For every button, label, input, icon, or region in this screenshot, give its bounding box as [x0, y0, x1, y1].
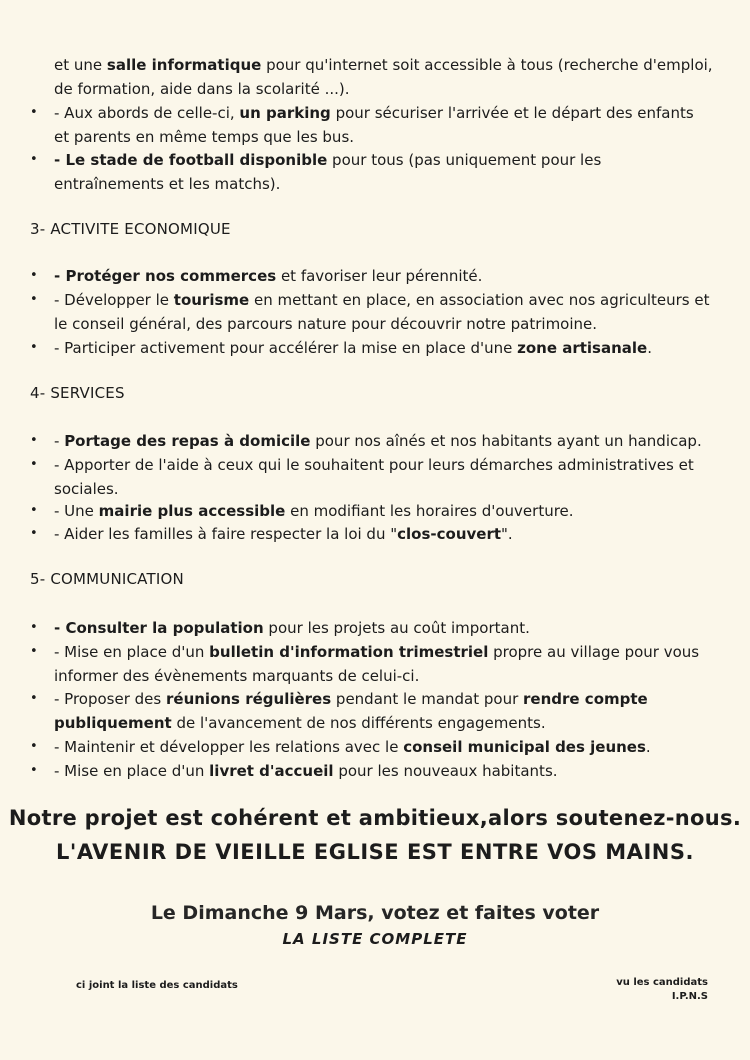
bullet-icon: •	[30, 152, 38, 167]
slogan-line-2: L'AVENIR DE VIEILLE EGLISE EST ENTRE VOS MAINS.	[56, 840, 694, 864]
footer-left-note: ci joint la liste des candidats	[76, 980, 238, 991]
intro-bold: salle informatique	[106, 56, 262, 74]
list-item	[30, 687, 710, 735]
list-item	[30, 499, 710, 523]
list-item-text: - Aux abords de celle-ci, un parking pour sécuriser l'arrivée et le départ des enfants et parents en même temps que les bus.	[54, 104, 694, 146]
bullet-icon: •	[30, 620, 38, 635]
list-item-text: - Une mairie plus accessible en modifiant les horaires d'ouverture.	[54, 502, 574, 520]
intro-paragraph	[54, 53, 714, 101]
list-item	[30, 336, 710, 360]
list-item-text: - Protéger nos commerces et favoriser leur pérennité.	[54, 267, 483, 285]
slogan-line-1: Notre projet est cohérent et ambitieux,alors soutenez-nous.	[8, 806, 742, 830]
list-item	[30, 640, 710, 688]
bullet-icon: •	[30, 292, 38, 307]
bullet-icon: •	[30, 763, 38, 778]
list-line: LA LISTE COMPLETE	[282, 930, 468, 948]
list-item	[30, 148, 710, 196]
list-item-text: - Mise en place d'un bulletin d'information trimestriel propre au village pour vous informer des évènements marquants de celui-ci.	[54, 643, 700, 685]
list-item	[30, 453, 710, 501]
list-item-text: - Développer le tourisme en mettant en place, en association avec nos agriculteurs et le conseil général, des parcours nature pour découvrir notre patrimoine.	[54, 291, 710, 333]
footer-right-line-1: vu les candidats	[616, 977, 708, 988]
bullet-icon: •	[30, 503, 38, 518]
list-item	[30, 101, 710, 149]
list-item	[30, 522, 710, 546]
intro-text: et une	[54, 56, 107, 74]
list-item	[30, 288, 710, 336]
bullet-icon: •	[30, 526, 38, 541]
vote-line: Le Dimanche 9 Mars, votez et faites voter	[150, 902, 600, 924]
bullet-icon: •	[30, 644, 38, 659]
list-item	[30, 264, 710, 288]
list-item	[30, 735, 710, 759]
list-item-text: - Participer activement pour accélérer la mise en place d'une zone artisanale.	[54, 339, 652, 357]
list-item-text: - Maintenir et développer les relations avec le conseil municipal des jeunes.	[54, 738, 651, 756]
bullet-icon: •	[30, 105, 38, 120]
bullet-icon: •	[30, 433, 38, 448]
list-item	[30, 616, 710, 640]
list-item-text: - Consulter la population pour les projets au coût important.	[54, 619, 530, 637]
section-heading-communication: 5- COMMUNICATION	[30, 570, 184, 588]
footer-right-note	[616, 976, 708, 1004]
bullet-icon: •	[30, 691, 38, 706]
intro-text-end: pour qu'internet soit accessible à tous (recherche d'emploi, de formation, aide dans la scolarité ...).	[54, 56, 713, 98]
section-heading-activite-economique: 3- ACTIVITE ECONOMIQUE	[30, 220, 231, 238]
list-item-text: - Proposer des réunions régulières pendant le mandat pour rendre compte publiquement de l'avancement de nos différents engagements.	[54, 690, 648, 732]
footer-right-line-2: I.P.N.S	[671, 991, 708, 1002]
list-item-text: - Aider les familles à faire respecter la loi du "clos-couvert".	[54, 525, 513, 543]
bullet-icon: •	[30, 457, 38, 472]
list-item	[30, 759, 710, 783]
bullet-icon: •	[30, 268, 38, 283]
list-item-text: - Mise en place d'un livret d'accueil pour les nouveaux habitants.	[54, 762, 558, 780]
list-item-text: - Portage des repas à domicile pour nos aînés et nos habitants ayant un handicap.	[54, 432, 702, 450]
list-item-text: - Le stade de football disponible pour tous (pas uniquement pour les entraînements et les matchs).	[54, 151, 602, 193]
list-item	[30, 429, 710, 453]
section-heading-services: 4- SERVICES	[30, 384, 125, 402]
bullet-icon: •	[30, 340, 38, 355]
list-item-text: - Apporter de l'aide à ceux qui le souhaitent pour leurs démarches administratives et sociales.	[54, 456, 694, 498]
bullet-icon: •	[30, 739, 38, 754]
